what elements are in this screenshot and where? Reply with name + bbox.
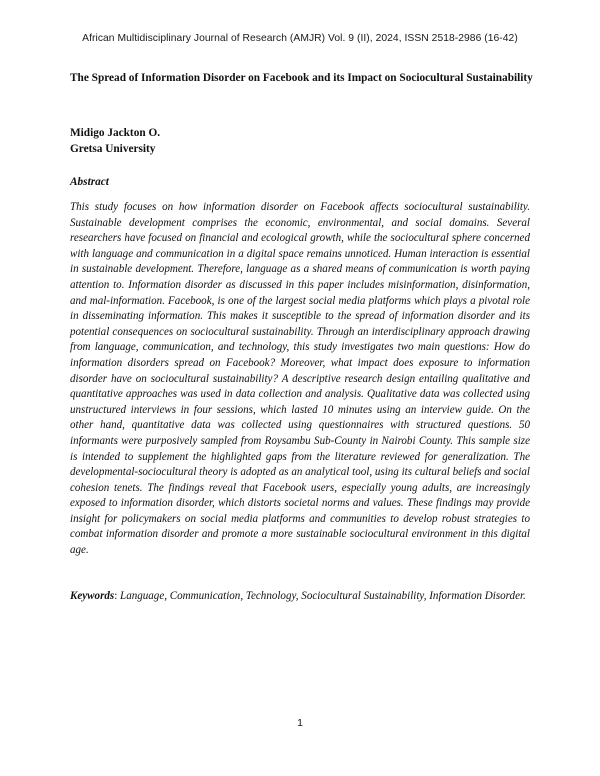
keywords-label: Keywords bbox=[70, 590, 115, 602]
page-number: 1 bbox=[297, 717, 303, 729]
abstract-body: This study focuses on how information disorder on Facebook affects sociocultural sustainability. Sustainable development comprises the economic, environmental, and social domains. Several researchers have focused on financial and ecological growth, while the sociocultural sphere concerned with language and communication in a digital space remains unnoticed. Human interaction is essential in sustainable development. Therefore, language as a shared means of communication is worth paying attention to. Information disorder as discussed in this paper includes misinformation, disinformation, and mal-information. Facebook, is one of the largest social media platforms which plays a pivotal role in disseminating information. This makes it susceptible to the spread of information disorder and its potential consequences on sociocultural sustainability. Through an interdisciplinary approach drawing from language, communication, and technology, this study investigates two main questions: How do information disorders spread on Facebook? Moreover, what impact does exposure to information disorder have on sociocultural sustainability? A descriptive research design entailing qualitative and quantitative approaches was used in data collection and analysis. Qualitative data was collected using unstructured interviews in four sessions, which lasted 10 minutes using an interview guide. On the other hand, quantitative data was collected using questionnaires with structured questions. 50 informants were purposively sampled from Roysambu Sub-County in Nairobi County. This sample size is intended to supplement the highlighted gaps from the literature reviewed for generalization. The developmental-sociocultural theory is adopted as an analytical tool, using its cultural beliefs and social cohesion tenets. The findings reveal that Facebook users, especially young adults, are increasingly exposed to information disorder, which distorts societal norms and values. These findings may provide insight for policymakers on social media platforms and communities to develop robust strategies to combat information disorder and promote a more sustainable sociocultural environment in this digital age. bbox=[70, 201, 530, 557]
paper-title: The Spread of Information Disorder on Facebook and its Impact on Sociocultural Sustainability bbox=[70, 72, 533, 84]
journal-running-head: African Multidisciplinary Journal of Research (AMJR) Vol. 9 (II), 2024, ISSN 2518-2986 (16-42) bbox=[82, 33, 518, 44]
abstract-heading: Abstract bbox=[70, 176, 109, 188]
keywords-separator: : bbox=[114, 590, 121, 602]
keywords-text: Language, Communication, Technology, Sociocultural Sustainability, Information Disorder. bbox=[120, 590, 526, 602]
author-affiliation: Gretsa University bbox=[70, 142, 156, 155]
author-name: Midigo Jackton O. bbox=[70, 127, 161, 139]
keywords-line bbox=[70, 589, 530, 605]
author-block bbox=[70, 126, 160, 157]
